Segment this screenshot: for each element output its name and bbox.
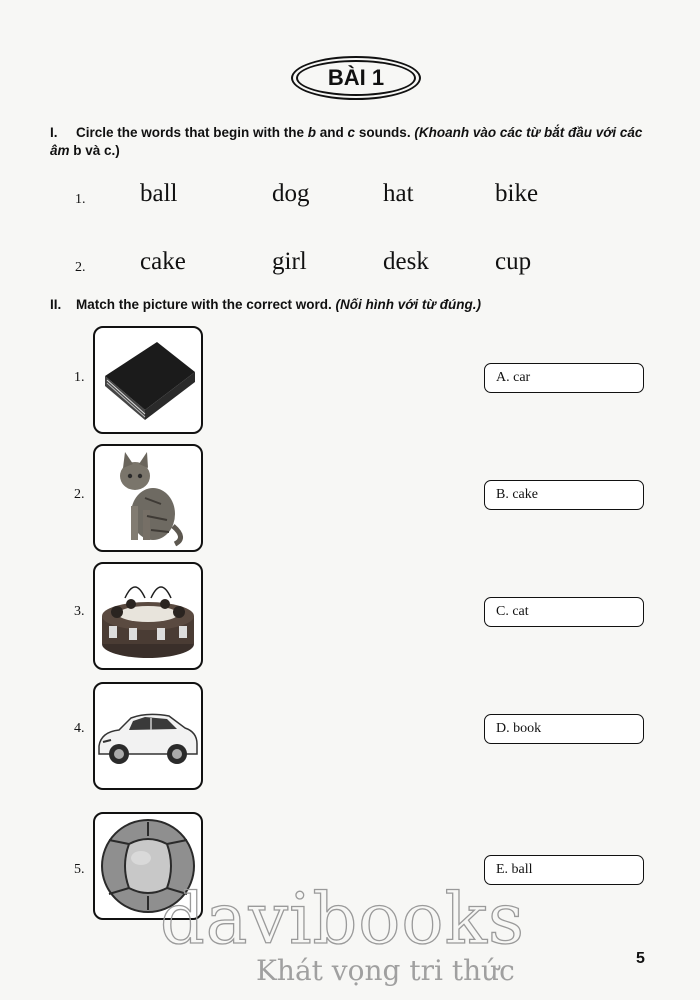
cake-icon <box>95 564 201 668</box>
row-index: 2. <box>75 260 86 275</box>
book-picture[interactable] <box>93 326 203 434</box>
car-icon <box>95 684 201 788</box>
row-index: 1. <box>75 192 86 207</box>
watermark-brand: davibooks <box>160 878 525 960</box>
word[interactable]: dog <box>272 180 310 207</box>
lesson-title-badge <box>291 56 421 100</box>
word-row-2 <box>75 248 635 284</box>
car-picture[interactable] <box>93 682 203 790</box>
instruction-text: and <box>316 125 348 140</box>
answer-box[interactable]: E. ball <box>484 855 644 885</box>
letter-b: b <box>307 125 317 140</box>
match-index: 3. <box>74 604 85 619</box>
word-row-1 <box>75 180 635 216</box>
book-icon <box>95 328 201 432</box>
instruction-translation: (Khoanh vào các từ bắt đầu với các âm <box>50 125 643 158</box>
instruction-translation-tail: b và c.) <box>69 143 120 158</box>
page-number: 5 <box>636 950 645 967</box>
section-1-number: I. <box>50 125 58 140</box>
answer-box[interactable]: C. cat <box>484 597 644 627</box>
instruction-text: Circle the words that begin with the <box>76 125 308 140</box>
match-index: 5. <box>74 862 85 877</box>
instruction-text: sounds. <box>355 125 415 140</box>
section-1-instruction <box>50 124 650 160</box>
cake-picture[interactable] <box>93 562 203 670</box>
word[interactable]: hat <box>383 180 414 207</box>
word[interactable]: cup <box>495 248 532 275</box>
instruction-text: Match the picture with the correct word. <box>76 297 336 312</box>
section-2-instruction <box>50 296 650 314</box>
answer-box[interactable]: B. cake <box>484 480 644 510</box>
watermark-slogan: Khát vọng tri thức <box>256 954 515 987</box>
answer-box[interactable]: A. car <box>484 363 644 393</box>
match-index: 2. <box>74 487 85 502</box>
lesson-title: BÀI 1 <box>327 65 385 90</box>
word[interactable]: desk <box>383 248 429 275</box>
match-index: 1. <box>74 370 85 385</box>
cat-icon <box>95 446 201 550</box>
letter-c: c <box>347 125 356 140</box>
instruction-translation: (Nối hình với từ đúng.) <box>335 297 481 312</box>
word[interactable]: bike <box>495 180 539 207</box>
match-index: 4. <box>74 721 85 736</box>
word[interactable]: girl <box>272 248 307 275</box>
word[interactable]: ball <box>140 180 178 207</box>
word[interactable]: cake <box>140 248 186 275</box>
answer-box[interactable]: D. book <box>484 714 644 744</box>
section-2-number: II. <box>50 297 62 312</box>
cat-picture[interactable] <box>93 444 203 552</box>
